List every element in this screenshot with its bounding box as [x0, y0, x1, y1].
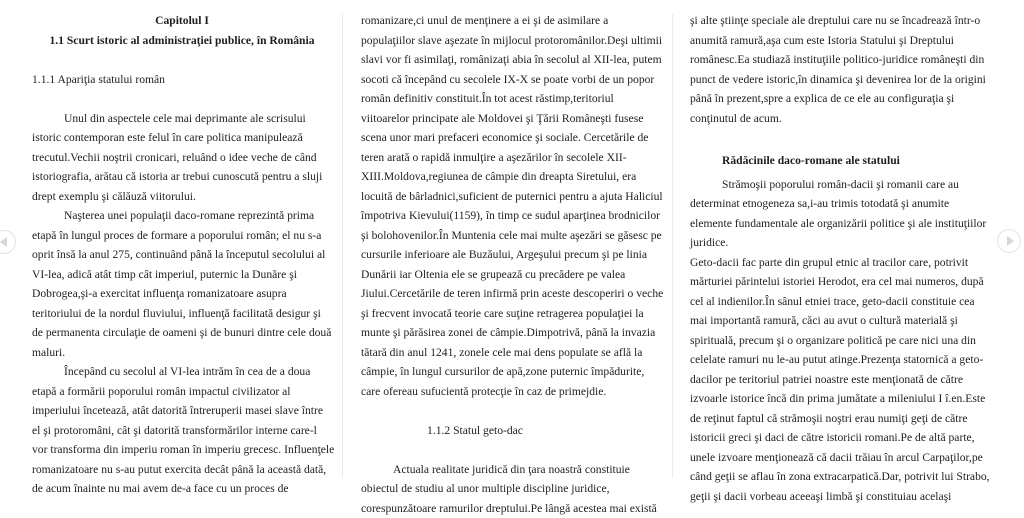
paragraph-line: şi frecvent invocată teorie care suţine retragerea populaţiei la	[361, 304, 661, 324]
paragraph-line: viitoarelor principate ale Moldovei şi Ţării Româneşti fusese	[361, 109, 661, 129]
paragraph-line: etapă a formării poporului român impactul civilizator al	[32, 382, 332, 402]
next-page-button[interactable]	[997, 229, 1021, 253]
paragraph-line: când geţii se aflau în zona extracarpatică.Dar, potrivit lui Strabo,	[690, 467, 990, 487]
paragraph-line: Dunării iar Oltenia ele se grupează cu precădere pe valea	[361, 265, 661, 285]
paragraph-line: teren arată o rapidă inmulţire a aşezărilor în secolele XII-	[361, 148, 661, 168]
paragraph-line: drept exemplu şi călăuză viitorului.	[32, 187, 332, 207]
paragraph-line: Începând cu secolul al VI-lea intrăm în cea de a doua	[32, 362, 332, 382]
paragraph-line: Geto-dacii fac parte din grupul etnic al tracilor care, potrivit	[690, 253, 990, 273]
paragraph-line: populaţiilor slave aşezate în mijlocul protoromânilor.Deşi ultimii	[361, 31, 661, 51]
page-column-3	[690, 0, 990, 487]
paragraph-line: istoric contemporan este felul în care politica manipulează	[32, 128, 332, 148]
paragraph-line: obiectul de studiu al unor multiple discipline juridice,	[361, 479, 661, 499]
subsection-title: 1.1.2 Statul geto-dac	[361, 421, 661, 441]
paragraph-line: teritoriului de la nordul fluviului, influenţă facilitată desigur şi	[32, 304, 332, 324]
paragraph-line: istoriografia, arătau că istoria ar trebui cunoscută pentru a sluji	[32, 167, 332, 187]
paragraph-line: spirituală, precum şi o organizare politică pe care nici una din	[690, 331, 990, 351]
paragraph-line: şi bolohovenilor.În Muntenia cele mai multe aşezări se găsesc pe	[361, 226, 661, 246]
paragraph-line: Strămoşii poporului român-dacii şi romanii care au	[690, 175, 990, 195]
paragraph-line: şi alte ştiinţe speciale ale dreptului care nu se încadrează într-o	[690, 11, 990, 31]
paragraph-line: anumită ramură,aşa cum este Istoria Statului şi Dreptului	[690, 31, 990, 51]
paragraph-line: dacilor pe teritoriul patriei noastre este menţionată de către	[690, 370, 990, 390]
paragraph-line: câmpie, în lungul cursurilor de apă,zone puternic împădurite,	[361, 362, 661, 382]
paragraph-line: juridice.	[690, 233, 990, 253]
previous-page-button[interactable]	[0, 230, 16, 254]
paragraph-line: imperiului încetează, atât datorită întreruperii masei slave între	[32, 401, 332, 421]
paragraph-line: VI-lea, adică atât timp cât imperiul, puternic la Dunăre şi	[32, 265, 332, 285]
paragraph-line: împotriva Kievului(1159), în timp ce sudul aparţinea brodnicilor	[361, 206, 661, 226]
column-divider	[672, 14, 673, 478]
paragraph-line: de reţinut faptul că strămoşii noştri erau numiţi geţi de către	[690, 409, 990, 429]
paragraph-line: Actuala realitate juridică din ţara noastră constituie	[361, 460, 661, 480]
paragraph-line: mărturiei părintelui istoriei Herodot, era cel mai numeros, după	[690, 272, 990, 292]
paragraph-line: munte şi părăsirea zonei de câmpie.Dimpotrivă, până la invazia	[361, 323, 661, 343]
paragraph-line: romanizare,ci unul de menţinere a ei şi de asimilare a	[361, 11, 661, 31]
paragraph-line: până în prezent,spre a explica de ce ele au configuraţia şi	[690, 89, 990, 109]
paragraph-line: românesc.Ea studiază instituţiile politico-juridice româneşti din	[690, 50, 990, 70]
column-divider	[342, 14, 343, 478]
paragraph-line: Naşterea unei populaţii daco-romane reprezintă prima	[32, 206, 332, 226]
paragraph-line: romanizatoare nu s-au putut exercita decât până la această dată,	[32, 460, 332, 480]
paragraph-line: scena unor mari prefaceri economice şi sociale. Cercetările de	[361, 128, 661, 148]
section-title: 1.1 Scurt istoric al administraţiei publice, în România	[32, 31, 332, 51]
section-heading: Rădăcinile daco-romane ale statului	[690, 151, 990, 171]
paragraph-line: corespunzătoare ramurilor dreptului.Pe lângă acestea mai există	[361, 499, 661, 518]
paragraph-line: punct de vedere istoric,în dinamica şi devenirea lor de la origini	[690, 70, 990, 90]
paragraph-line: cel al indienilor.În sânul etniei trace, geto-dacii constituie cea	[690, 292, 990, 312]
paragraph-line: maluri.	[32, 343, 332, 363]
paragraph-line: conţinutul de acum.	[690, 109, 990, 129]
paragraph-line: izvoarle istorice încă din prima jumătate a mileniului I î.en.Este	[690, 389, 990, 409]
paragraph-line: geţii şi dacii vorbeau aceeaşi limbă şi constituiau acelaşi	[690, 487, 990, 507]
paragraph-line: XIII.Moldova,regiunea de câmpie din dreapta Siretului, era	[361, 167, 661, 187]
paragraph-line: care ofereau sufucientă protecţie în caz de primejdie.	[361, 382, 661, 402]
paragraph-line: de acum înainte nu mai avem de-a face cu un proces de	[32, 479, 332, 499]
paragraph-line: socoti că începând cu secolele IX-X se poate vorbi de un popor	[361, 70, 661, 90]
paragraph-line: etapă în lungul proces de formare a poporului român; el nu s-a	[32, 226, 332, 246]
chevron-left-icon	[0, 237, 7, 247]
paragraph-line: Jiului.Cercetările de teren infirmă prin aceste descoperiri o veche	[361, 284, 661, 304]
paragraph-line: istoricii greci şi daci de către istoricii romani.Pe de altă parte,	[690, 428, 990, 448]
paragraph-line: unele izvoare menţionează că dacii trăiau în arcul Carpaţilor,pe	[690, 448, 990, 468]
paragraph-line: oprit însă la anul 275, continuând până la începutul secolului al	[32, 245, 332, 265]
chevron-right-icon	[1007, 236, 1014, 246]
paragraph-line: trecutul.Vechii noştrii cronicari, reluând o idee veche de când	[32, 148, 332, 168]
paragraph-line: vor transforma din imperiu roman în imperiu grecesc. Influenţele	[32, 440, 332, 460]
paragraph-line: locuită de bârladnici,suficient de puternici pentru a ajuta Haliciul	[361, 187, 661, 207]
paragraph-line: de permanenta circulaţie de oameni şi de bunuri dintre cele două	[32, 323, 332, 343]
subsection-title: 1.1.1 Apariţia statului român	[32, 70, 332, 90]
paragraph-line: tătară din anul 1241, zonele cele mai dens populate se află la	[361, 343, 661, 363]
paragraph-line: elemente fundamentale ale organizării politice şi ale instituţiilor	[690, 214, 990, 234]
paragraph-line: celelate ramuri nu le-au putut atinge.Prezenţa statornică a geto-	[690, 350, 990, 370]
chapter-title: Capitolul I	[32, 11, 332, 31]
page-column-2	[361, 0, 661, 487]
paragraph-line: el şi protoromâni, cât şi datorită transformărilor interne care-l	[32, 421, 332, 441]
paragraph-line: slavi vor fi asimilaţi, românizaţi abia în secolul al XII-lea, putem	[361, 50, 661, 70]
paragraph-line: Dobrogea,şi-a exercitat influenţa romanizatoare asupra	[32, 284, 332, 304]
paragraph-line: cursurile inferioare ale Buzăului, Argeşului precum şi pe linia	[361, 245, 661, 265]
paragraph-line: Unul din aspectele cele mai deprimante ale scrisului	[32, 109, 332, 129]
paragraph-line: determinat etnogeneza sa,i-au trimis totodată şi anumite	[690, 194, 990, 214]
page-column-1	[32, 0, 332, 487]
paragraph-line: mai importantă ramură, căci au avut o cultură materială şi	[690, 311, 990, 331]
paragraph-line: român definitiv constituit.În tot acest răstimp,teritoriul	[361, 89, 661, 109]
